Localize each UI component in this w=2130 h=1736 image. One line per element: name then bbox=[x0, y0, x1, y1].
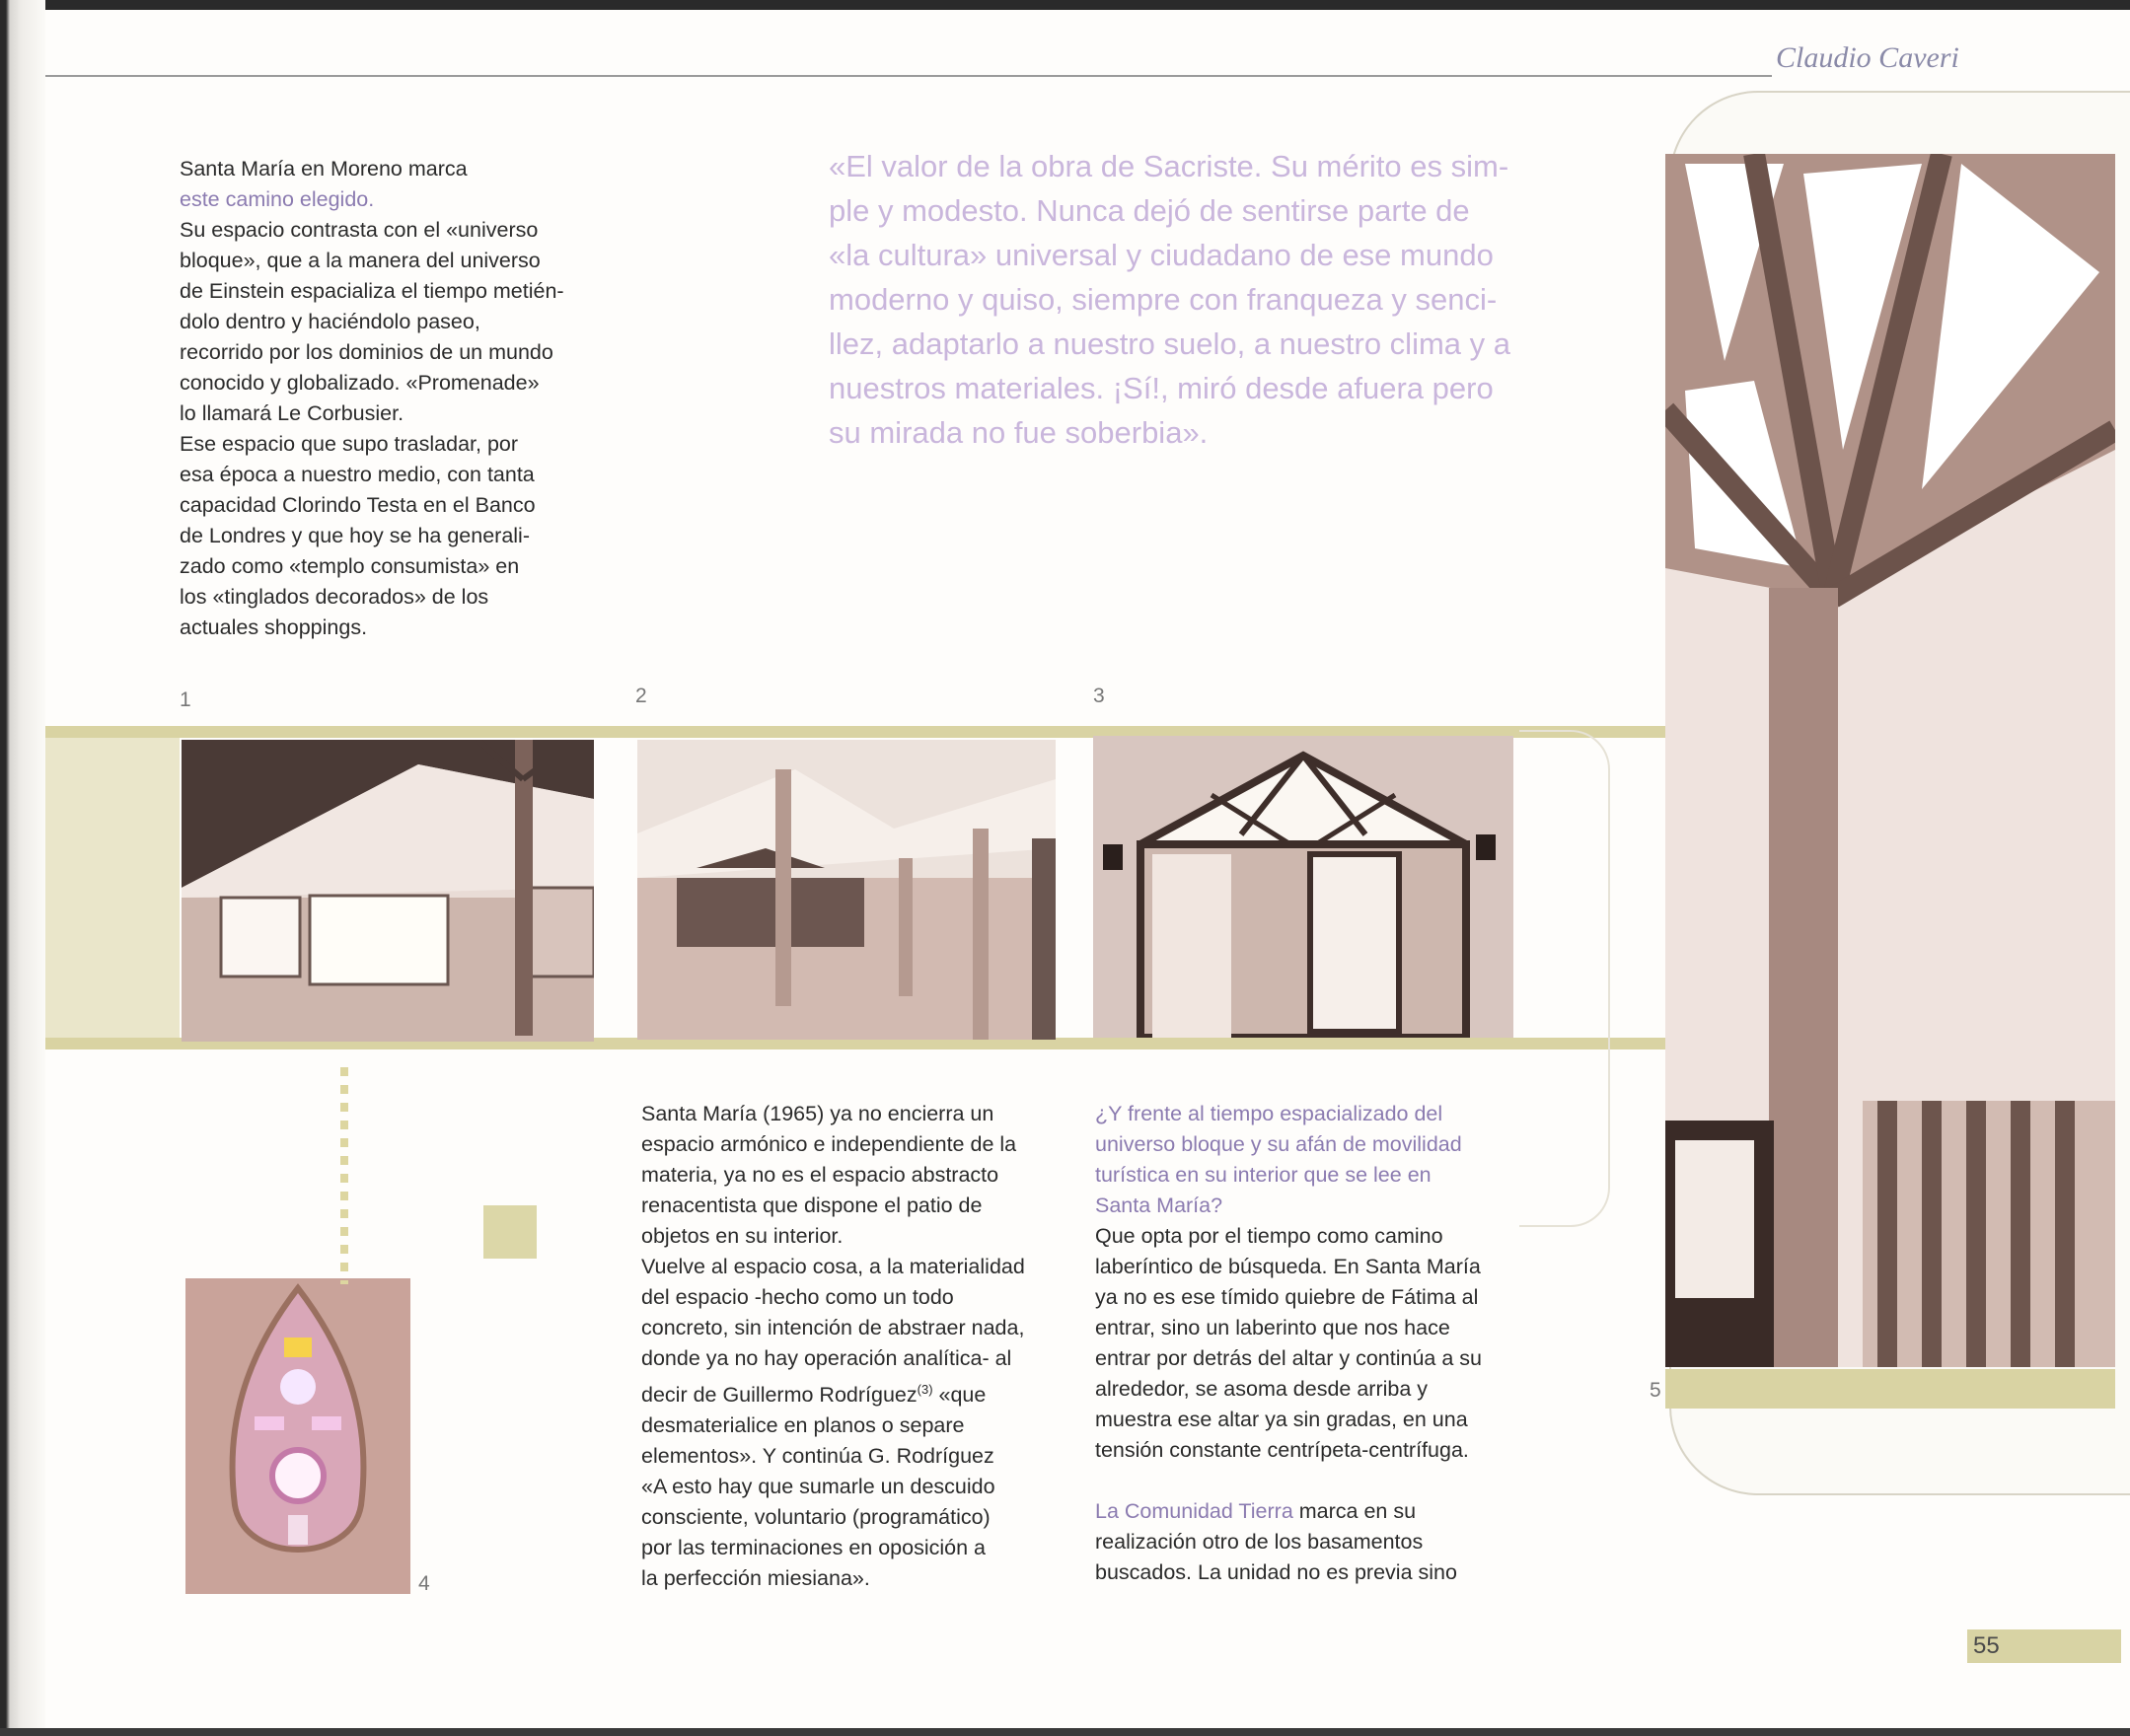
right-column-text bbox=[1095, 1099, 1549, 1588]
pull-quote: «El valor de la obra de Sacriste. Su mérito es sim- ple y modesto. Nunca dejó de sentirse parte de «la cultura» universal y ciudadano de ese mundo moderno y quiso, siempre con franqueza y senci- llez, adaptarlo a nuestro suelo, a nuestro clima y a nuestros materiales. ¡Sí!, miró desde afuera pero su mirada no fue soberbia». bbox=[829, 149, 1510, 450]
intro-paragraph bbox=[180, 154, 614, 643]
photo-5-band bbox=[1665, 1369, 2115, 1409]
right-answer: Que opta por el tiempo como camino laberíntico de búsqueda. En Santa María ya no es ese tímido quiebre de Fátima al entrar, sino un laberinto que nos hace entrar por detrás del altar y continúa a su alrededor, se asoma desde arriba y muestra ese altar ya sin gradas, en una tensión constante centrípeta-centrífuga. bbox=[1095, 1224, 1482, 1462]
page-number: 55 bbox=[1967, 1629, 2121, 1663]
figure-number-2: 2 bbox=[635, 685, 647, 707]
comunidad-tierra-text: marca en su realización otro de los basamentos buscados. La unidad no es previa sino bbox=[1095, 1499, 1457, 1584]
intro-line-1: Santa María en Moreno marca bbox=[180, 157, 468, 181]
right-question: ¿Y frente al tiempo espacializado del universo bloque y su afán de movilidad turística en su interior que se lee en Santa María? bbox=[1095, 1102, 1462, 1217]
comunidad-tierra-lead: La Comunidad Tierra bbox=[1095, 1499, 1293, 1523]
footnote-ref: (3) bbox=[917, 1382, 933, 1397]
scan-top-edge bbox=[0, 0, 2130, 10]
figure-number-4: 4 bbox=[418, 1572, 430, 1595]
figure-number-5: 5 bbox=[1650, 1379, 1661, 1402]
middle-text-a: Santa María (1965) ya no encierra un espacio armónico e independiente de la materia, ya no es el espacio abstracto renacentista que dispone el patio de objetos en su interior. Vuelve al espacio cosa, a la materialidad del espacio -hecho como un todo concreto, sin intención de abstraer nada, donde ya no hay operación analítica- al decir de Guillermo Rodríguez bbox=[641, 1102, 1025, 1408]
intro-body: Su espacio contrasta con el «universo bloque», que a la manera del universo de Einstein espacializa el tiempo metién- dolo dentro y haciéndolo paseo, recorrido por los dominios de un mundo conocido y globalizado. «Promenade» lo llamará Le Corbusier. Ese espacio que supo trasladar, por esa época a nuestro medio, con tanta capacidad Clorindo Testa en el Banco de Londres y que hoy se ha generali- zado como «templo consumista» en los «tinglados decorados» de los actuales shoppings. bbox=[180, 218, 564, 639]
photo-2-interior bbox=[637, 740, 1056, 1040]
scan-bottom-edge bbox=[0, 1728, 2130, 1736]
book-spine bbox=[0, 0, 45, 1736]
photo-4-stained-glass bbox=[185, 1278, 410, 1594]
decorative-square bbox=[483, 1205, 537, 1259]
running-header-author: Claudio Caveri bbox=[1776, 41, 1959, 74]
photo-1-interior bbox=[182, 740, 594, 1042]
middle-text-b: «que desmaterialice en planos o separe elementos». Y continúa G. Rodríguez «A esto hay que sumarle un descuido consciente, voluntario (programático) por las terminaciones en oposición a la perfección miesiana». bbox=[641, 1383, 995, 1591]
photo-3-doorway bbox=[1093, 736, 1513, 1038]
middle-column-text bbox=[641, 1099, 1075, 1594]
intro-line-2: este camino elegido. bbox=[180, 187, 375, 211]
photo-band-left-block bbox=[45, 726, 180, 1049]
dotted-connector bbox=[340, 1067, 348, 1284]
figure-number-1: 1 bbox=[180, 688, 191, 711]
figure-number-3: 3 bbox=[1093, 685, 1105, 707]
photo-5-column-tree bbox=[1665, 154, 2115, 1367]
header-rule bbox=[45, 75, 1772, 77]
